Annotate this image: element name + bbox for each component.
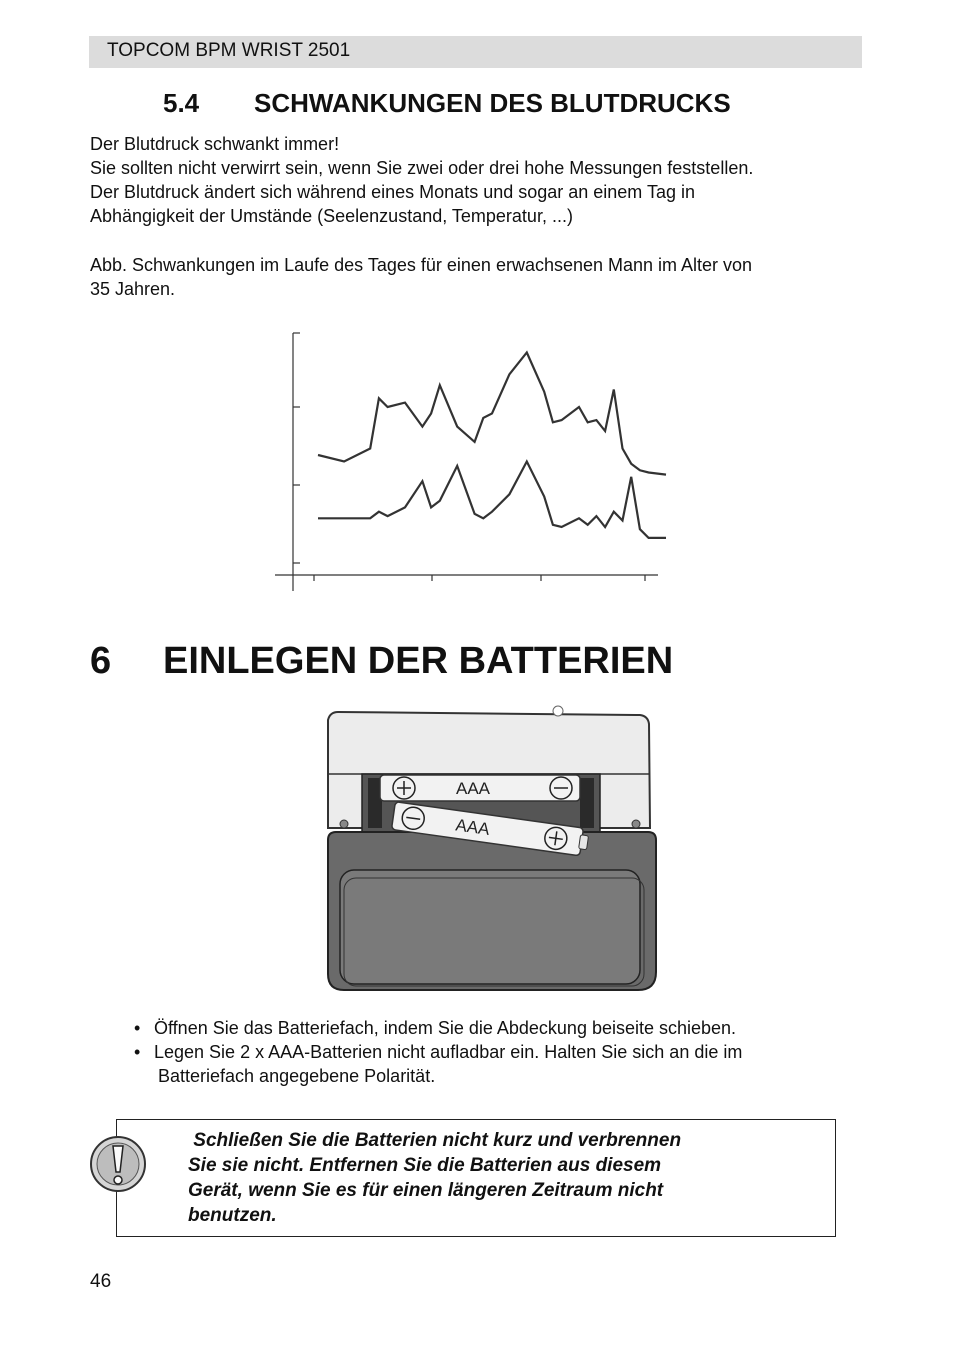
series-line-1	[318, 353, 666, 475]
chart-axes	[275, 333, 658, 591]
header-title: TOPCOM BPM WRIST 2501	[107, 40, 351, 61]
page-number: 46	[90, 1271, 112, 1292]
intro-paragraph	[90, 132, 870, 228]
list-item: • Legen Sie 2 x AAA-Batterien nicht aufladbar ein. Halten Sie sich an die im	[134, 1042, 743, 1062]
paragraph-line: Abhängigkeit der Umstände (Seelenzustand, Temperatur, ...)	[90, 206, 573, 226]
battery-label-2: AAA	[454, 815, 491, 839]
paragraph-line: Sie sollten nicht verwirrt sein, wenn Sie zwei oder drei hohe Messungen feststellen.	[90, 158, 754, 178]
battery-compartment-illustration	[322, 700, 662, 996]
battery-aaa-seated	[380, 775, 580, 801]
exclamation-icon	[88, 1134, 148, 1194]
blood-pressure-chart	[270, 325, 670, 595]
section-number: 5.4	[163, 88, 200, 118]
caption-line: Abb. Schwankungen im Laufe des Tages für einen erwachsenen Mann im Alter von	[90, 255, 753, 275]
figure-caption	[90, 253, 870, 301]
header-bar	[89, 36, 862, 68]
list-item-text: Öffnen Sie das Batteriefach, indem Sie die Abdeckung beiseite schieben.	[154, 1018, 737, 1038]
list-item: • Öffnen Sie das Batteriefach, indem Sie die Abdeckung beiseite schieben.	[134, 1018, 737, 1038]
caption-line: 35 Jahren.	[90, 279, 176, 299]
list-item-text: Legen Sie 2 x AAA-Batterien nicht aufladbar ein. Halten Sie sich an die im	[154, 1042, 743, 1062]
paragraph-line: Der Blutdruck schwankt immer!	[90, 134, 340, 154]
chapter-title: EINLEGEN DER BATTERIEN	[163, 640, 674, 682]
battery-label-1: AAA	[456, 779, 491, 798]
series-line-2	[318, 462, 666, 538]
list-item-continuation: Batteriefach angegebene Polarität.	[158, 1066, 436, 1086]
instruction-list	[134, 1016, 854, 1088]
chart-series	[318, 353, 666, 538]
chapter-number: 6	[90, 640, 112, 682]
section-title: SCHWANKUNGEN DES BLUTDRUCKS	[254, 88, 731, 118]
paragraph-line: Der Blutdruck ändert sich während eines Monats und sogar an einem Tag in	[90, 182, 696, 202]
warning-text: Schließen Sie die Batterien nicht kurz und verbrennen Sie sie nicht. Entfernen Sie die Batterien aus diesem Gerät, wenn Sie es für einen längeren Zeitraum nicht benutzen.	[188, 1130, 682, 1226]
